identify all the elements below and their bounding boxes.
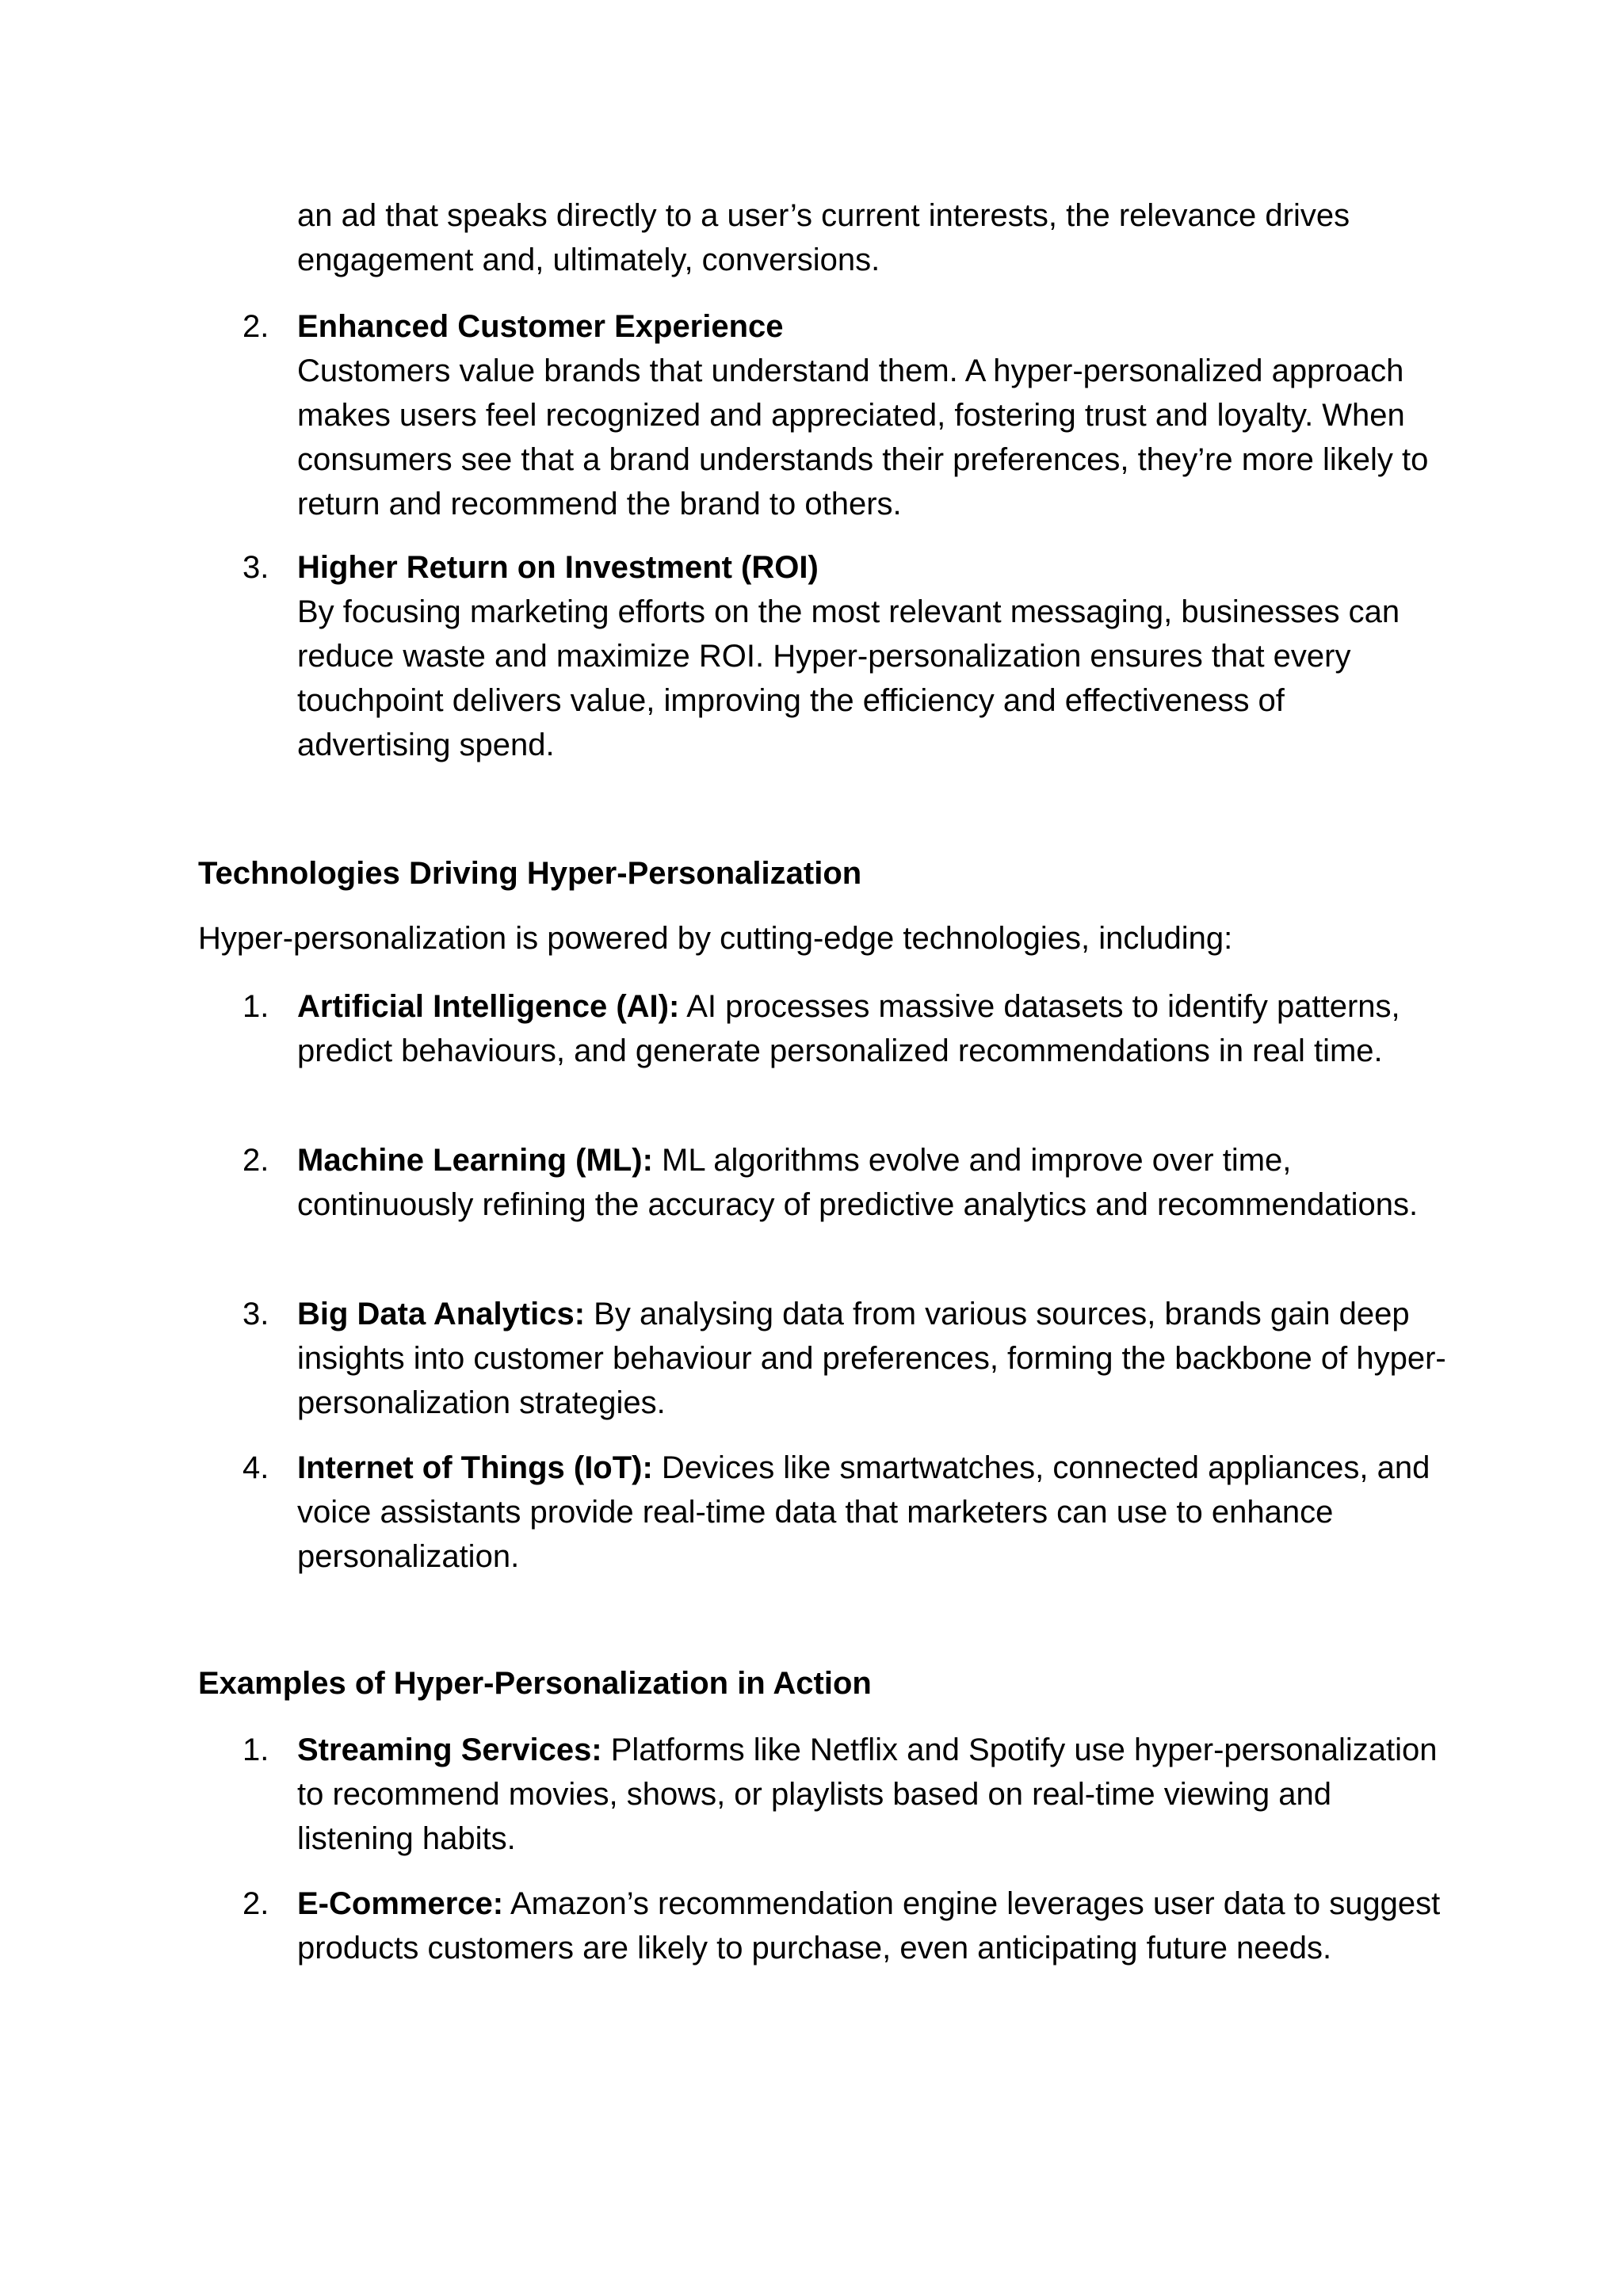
list-number: 2. xyxy=(242,1886,269,1921)
list-item-body xyxy=(297,1881,1446,1970)
benefit-body: Customers value brands that understand them. A hyper-personalized approach makes users feel recognized and appreciated, fostering trust and loyalty. When consumers see that a brand understands their preferences, they’re more likely to return and recommend the brand to others. xyxy=(297,353,1429,521)
list-text: ML algorithms evolve and improve over time, continuously refining the accuracy of predictive analytics and recommendations. xyxy=(297,1143,1419,1222)
list-number: 1. xyxy=(242,989,269,1024)
section-heading: Technologies Driving Hyper-Personalization xyxy=(198,856,862,891)
list-term: Streaming Services: xyxy=(297,1733,602,1767)
list-text: AI processes massive datasets to identify patterns, predict behaviours, and generate personalized recommendations in real time. xyxy=(297,989,1400,1068)
list-number: 3. xyxy=(242,1297,269,1331)
continuation-text: an ad that speaks directly to a user’s current interests, the relevance drives engagement and, ultimately, conversions. xyxy=(297,198,1350,277)
list-text: By analysing data from various sources, brands gain deep insights into customer behaviour and preferences, forming the backbone of hyper-personalization strategies. xyxy=(297,1297,1446,1420)
benefit-title: Higher Return on Investment (ROI) xyxy=(297,550,819,585)
list-number: 2. xyxy=(242,1143,269,1178)
list-number: 3. xyxy=(242,550,269,585)
benefit-body: By focusing marketing efforts on the most relevant messaging, businesses can reduce waste and maximize ROI. Hyper-personalization ensures that every touchpoint delivers value, improving the efficiency and effectiveness of advertising spend. xyxy=(297,594,1400,762)
list-term: Big Data Analytics: xyxy=(297,1297,586,1331)
list-text: Devices like smartwatches, connected appliances, and voice assistants provide real-time data that marketers can use to enhance personalization. xyxy=(297,1450,1430,1574)
list-item-body xyxy=(297,1292,1446,1425)
list-text: Amazon’s recommendation engine leverages user data to suggest products customers are likely to purchase, even anticipating future needs. xyxy=(297,1886,1441,1966)
list-text: Platforms like Netflix and Spotify use hyper-personalization to recommend movies, shows, or playlists based on real-time viewing and listening habits. xyxy=(297,1733,1438,1856)
section-intro: Hyper-personalization is powered by cutting-edge technologies, including: xyxy=(198,921,1233,956)
list-item-body xyxy=(297,1446,1446,1579)
list-term: E-Commerce: xyxy=(297,1886,504,1921)
list-term: Internet of Things (IoT): xyxy=(297,1450,653,1485)
benefit-title: Enhanced Customer Experience xyxy=(297,309,784,344)
list-item-body xyxy=(297,1138,1446,1227)
list-item-body xyxy=(297,984,1446,1073)
list-item-body xyxy=(297,1728,1446,1861)
list-number: 2. xyxy=(242,309,269,344)
list-number: 4. xyxy=(242,1450,269,1485)
list-item-body xyxy=(297,304,1446,526)
list-item-body xyxy=(297,545,1446,767)
list-number: 1. xyxy=(242,1733,269,1767)
list-term: Machine Learning (ML): xyxy=(297,1143,653,1178)
list-term: Artificial Intelligence (AI): xyxy=(297,989,680,1024)
section-heading: Examples of Hyper-Personalization in Action xyxy=(198,1666,872,1701)
